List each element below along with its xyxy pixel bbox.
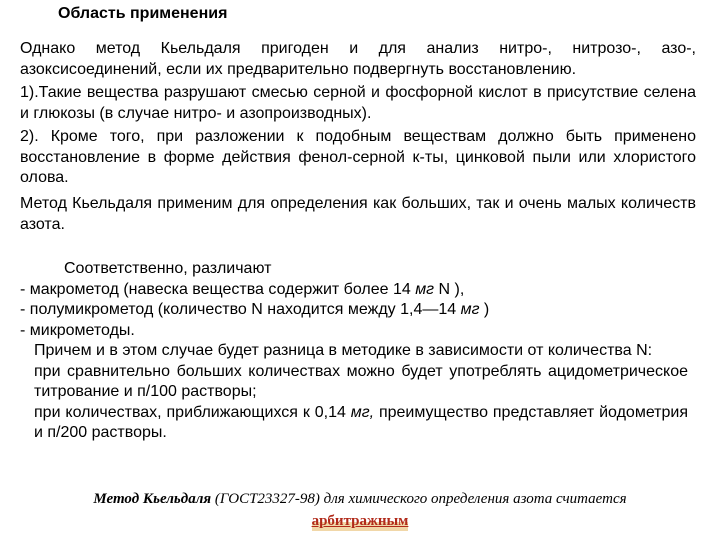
footer-note	[20, 489, 700, 531]
paragraph-item-2: 2). Кроме того, при разложении к подобным веществам должно быть применено восстановление в форме действия фенол-серной к-ты, цинковой пыли или хлористого олова.	[20, 128, 696, 186]
list-item-semimicromethod: - полумикрометод (количество N находится между 1,4—14 мг )	[20, 301, 490, 318]
section-title: Область применения	[58, 5, 228, 22]
list-item-macromethod: - макрометод (навеска вещества содержит более 14 мг N ),	[20, 280, 465, 298]
footer-line	[20, 489, 700, 509]
footer-text: (ГОСТ23327-98) для химического определения азота считается	[211, 491, 627, 507]
list-item-micromethods: - микрометоды.	[20, 321, 135, 339]
methods-intro: Соответственно, различают	[64, 260, 272, 277]
paragraph-small-amounts: при количествах, приближающихся к 0,14 мг, преимущество представляет йодометрия и п/200 растворы.	[34, 403, 689, 441]
footer-method: Метод Кьельдаля	[93, 491, 212, 507]
paragraph-applicability: Однако метод Кьельдаля пригоден и для анализ нитро-, нитрозо-, азо-, азоксисоединений, если их предварительно подвергнуть восстановлению.	[20, 40, 696, 78]
paragraph-range: Метод Кьельдаля применим для определения как больших, так и очень малых количеств азота.	[20, 195, 696, 233]
paragraph-large-amounts: при сравнительно больших количествах можно будет употреблять ацидометрическое титрование и п/100 растворы;	[34, 362, 688, 400]
paragraph-item-1: 1).Такие вещества разрушают смесью серной и фосфорной кислот в присутствие селена и глюкозы (в случае нитро- и азопроизводных).	[20, 84, 696, 122]
paragraph-difference: Причем и в этом случае будет разница в методике в зависимости от количества N:	[34, 342, 653, 359]
arbitration-link[interactable]: арбитражным	[311, 513, 409, 529]
methods-section	[20, 259, 696, 444]
